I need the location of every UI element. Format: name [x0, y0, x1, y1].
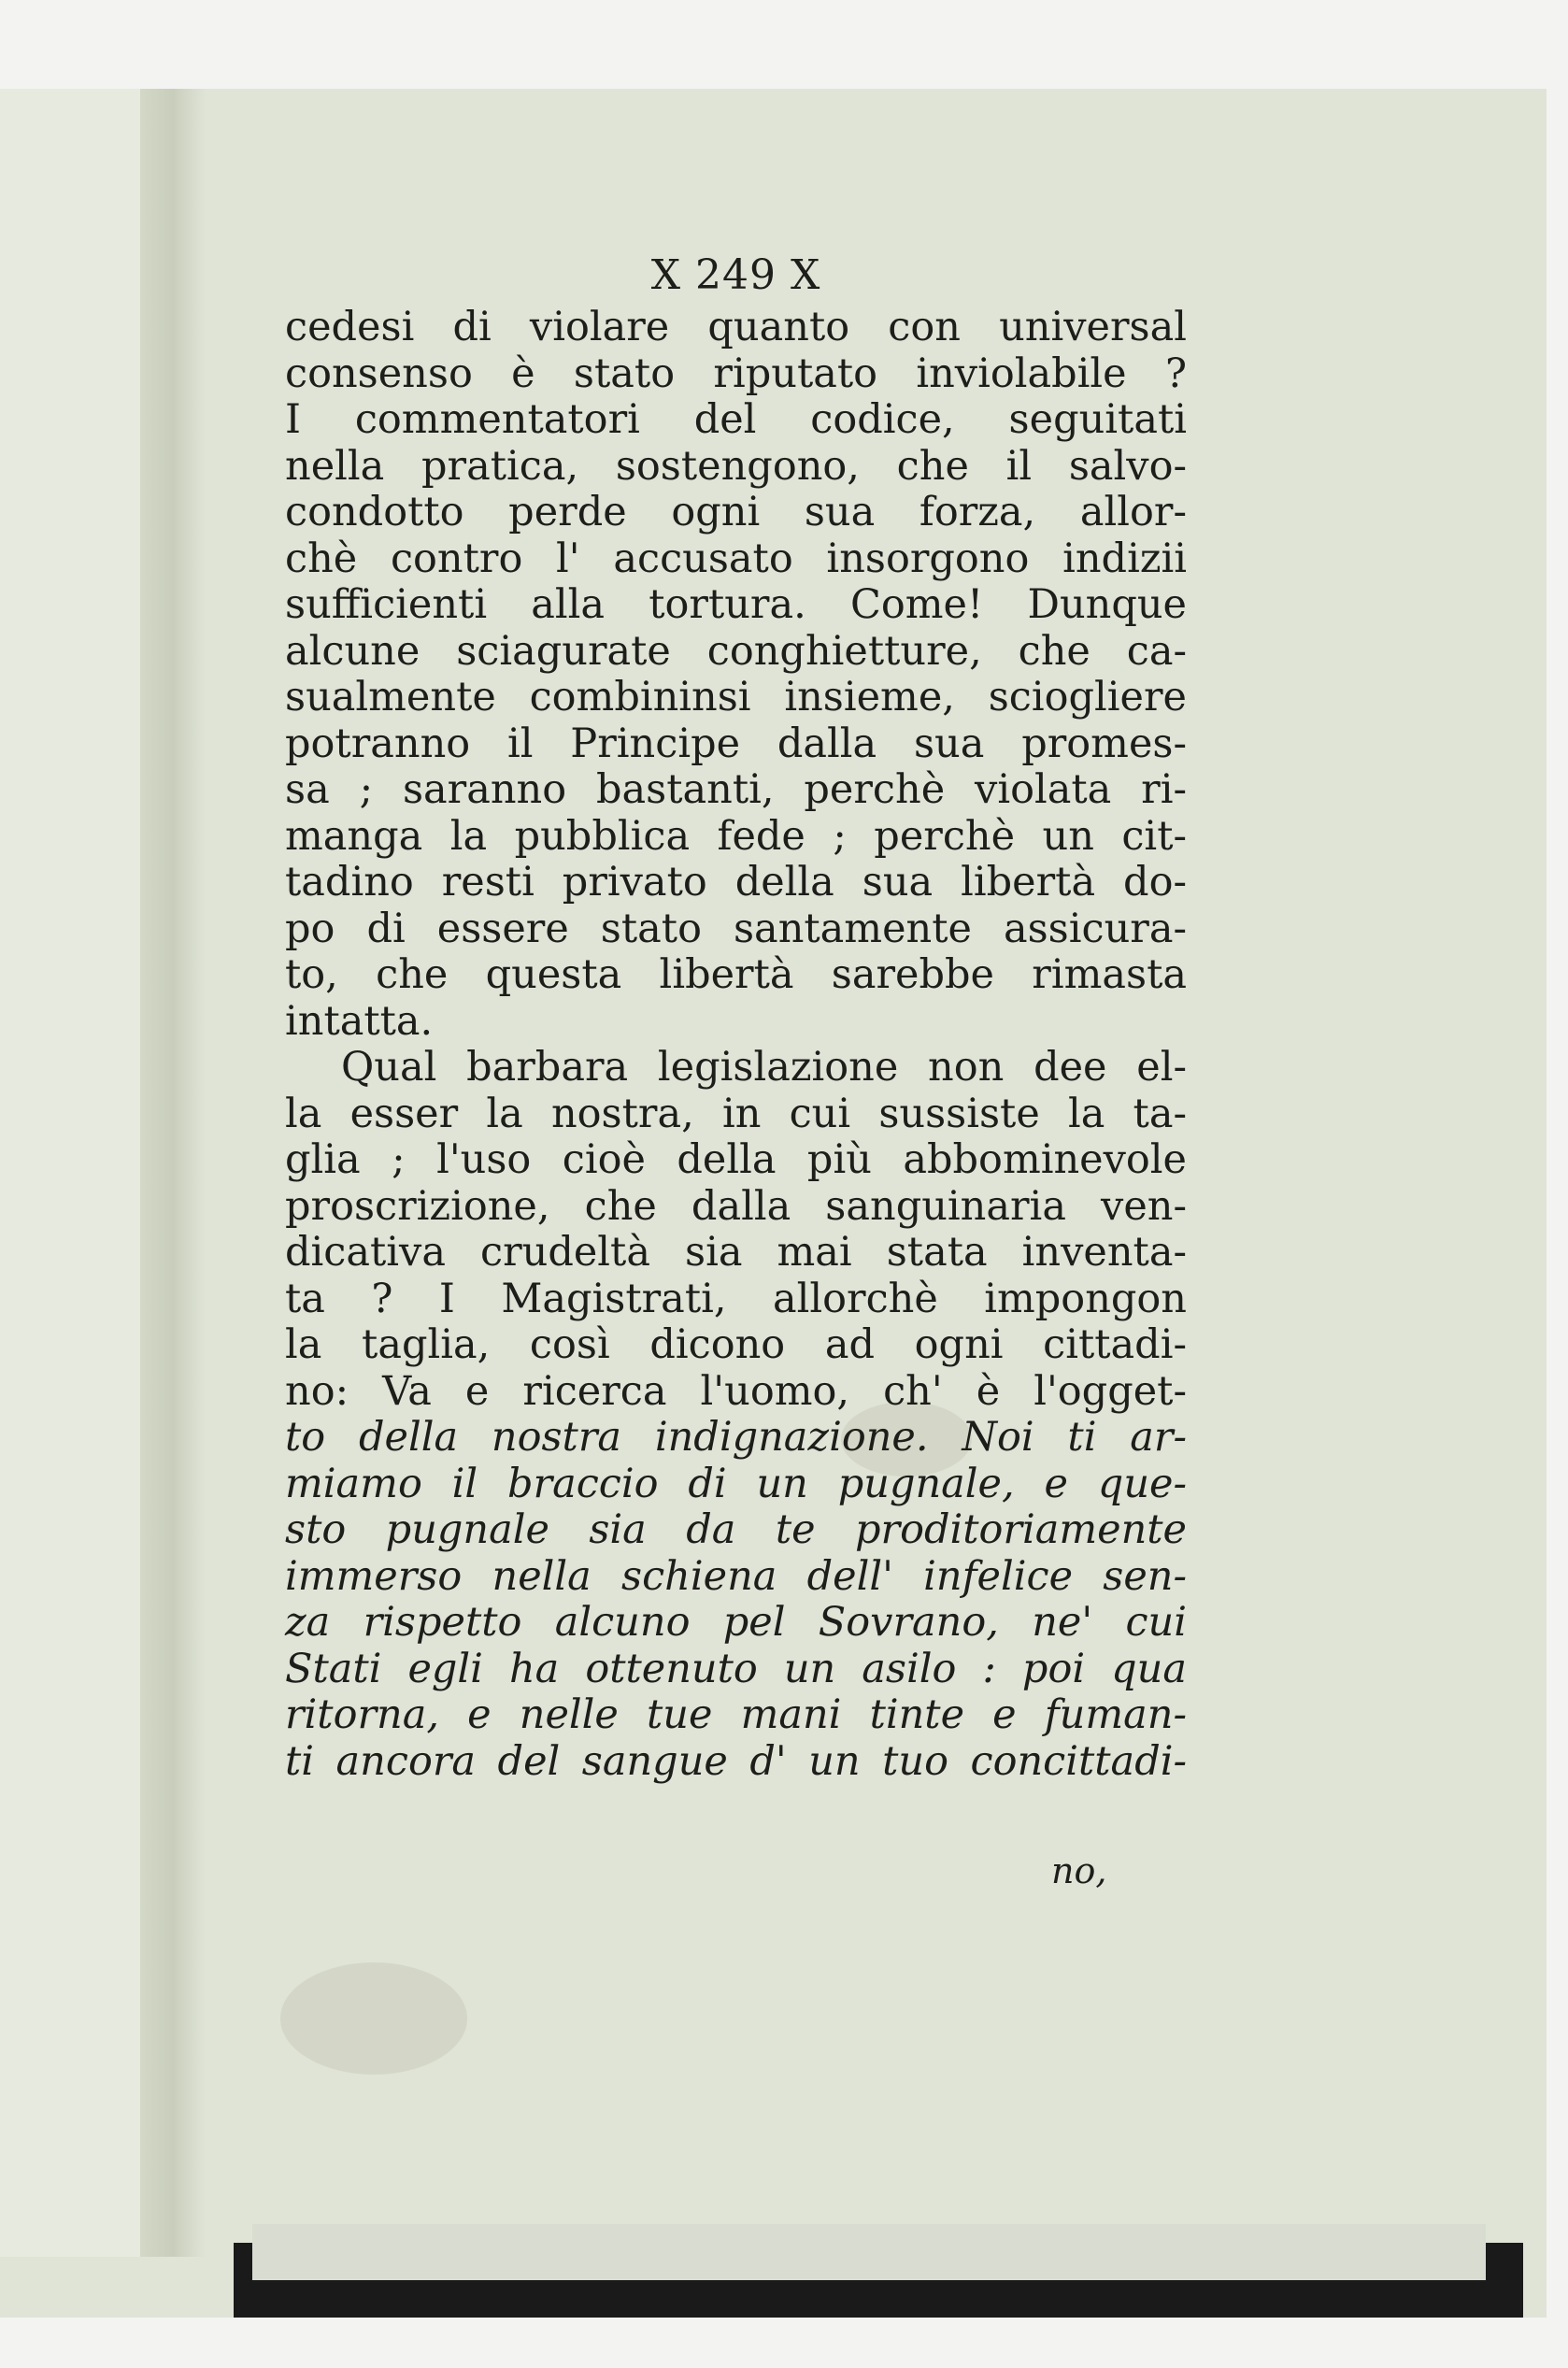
text-line: ta ? I Magistrati, allorchè impongon — [285, 1275, 1187, 1322]
italic-text-line: immerso nella schiena dell' infelice sen- — [285, 1552, 1187, 1600]
text-block — [285, 252, 1187, 1785]
right-margin — [1547, 0, 1568, 2368]
text-line: consenso è stato riputato inviolabile ? — [285, 349, 1187, 397]
text-line: potranno il Principe dalla sua promes- — [285, 720, 1187, 767]
italic-text-line: sto pugnale sia da te proditoriamente — [285, 1506, 1187, 1553]
text-line: po di essere stato santamente assicura- — [285, 905, 1187, 952]
italic-text-line: miamo il braccio di un pugnale, e que- — [285, 1460, 1187, 1507]
text-line: sa ; saranno bastanti, perchè violata ri- — [285, 766, 1187, 813]
italic-text-line: ti ancora del sangue d' un tuo concittadi- — [285, 1737, 1187, 1785]
italic-text-line: za rispetto alcuno pel Sovrano, ne' cui — [285, 1599, 1187, 1646]
text-line: tadino resti privato della sua libertà do- — [285, 859, 1187, 906]
bottom-margin — [0, 2318, 1568, 2368]
text-line: glia ; l'uso cioè della più abbominevole — [285, 1136, 1187, 1183]
spine-shadow — [140, 89, 206, 2257]
text-line: manga la pubblica fede ; perchè un cit- — [285, 812, 1187, 860]
page-header: Ⅹ 249 Ⅹ — [650, 251, 821, 299]
catchword: no, — [1051, 1850, 1107, 1891]
torn-bottom-paper — [252, 2224, 1486, 2280]
text-line: cedesi di violare quanto con universal — [285, 304, 1187, 350]
text-line: la taglia, così dicono ad ogni cittadi- — [285, 1321, 1187, 1368]
text-line: no: Va e ricerca l'uomo, ch' è l'ogget- — [285, 1367, 1187, 1415]
left-margin — [0, 89, 140, 2257]
text-line: chè contro l' accusato insorgono indizii — [285, 535, 1187, 582]
italic-text-line: Stati egli ha ottenuto un asilo : poi qua — [285, 1645, 1187, 1692]
italic-text-line: ritorna, e nelle tue mani tinte e fuman- — [285, 1691, 1187, 1738]
text-line: sualmente combininsi insieme, sciogliere — [285, 674, 1187, 720]
text-line: sufficienti alla tortura. Come! Dunque — [285, 581, 1187, 628]
text-line: to, che questa libertà sarebbe rimasta — [285, 951, 1187, 998]
text-line: alcune sciagurate conghietture, che ca- — [285, 627, 1187, 675]
text-line: proscrizione, che dalla sanguinaria ven- — [285, 1182, 1187, 1230]
top-margin — [0, 0, 1568, 89]
text-line: condotto perde ogni sua forza, allor- — [285, 489, 1187, 535]
paper-stain — [280, 1962, 467, 2075]
text-line: nella pratica, sostengono, che il salvo- — [285, 442, 1187, 490]
text-line: la esser la nostra, in cui sussiste la ta- — [285, 1090, 1187, 1137]
text-line: intatta. — [285, 997, 434, 1045]
paragraph-start-line: Qual barbara legislazione non dee el- — [341, 1044, 1187, 1091]
text-line: dicativa crudeltà sia mai stata inventa- — [285, 1229, 1187, 1276]
text-line: I commentatori del codice, seguitati — [285, 396, 1187, 443]
italic-text-line: to della nostra indignazione. Noi ti ar- — [285, 1414, 1187, 1461]
